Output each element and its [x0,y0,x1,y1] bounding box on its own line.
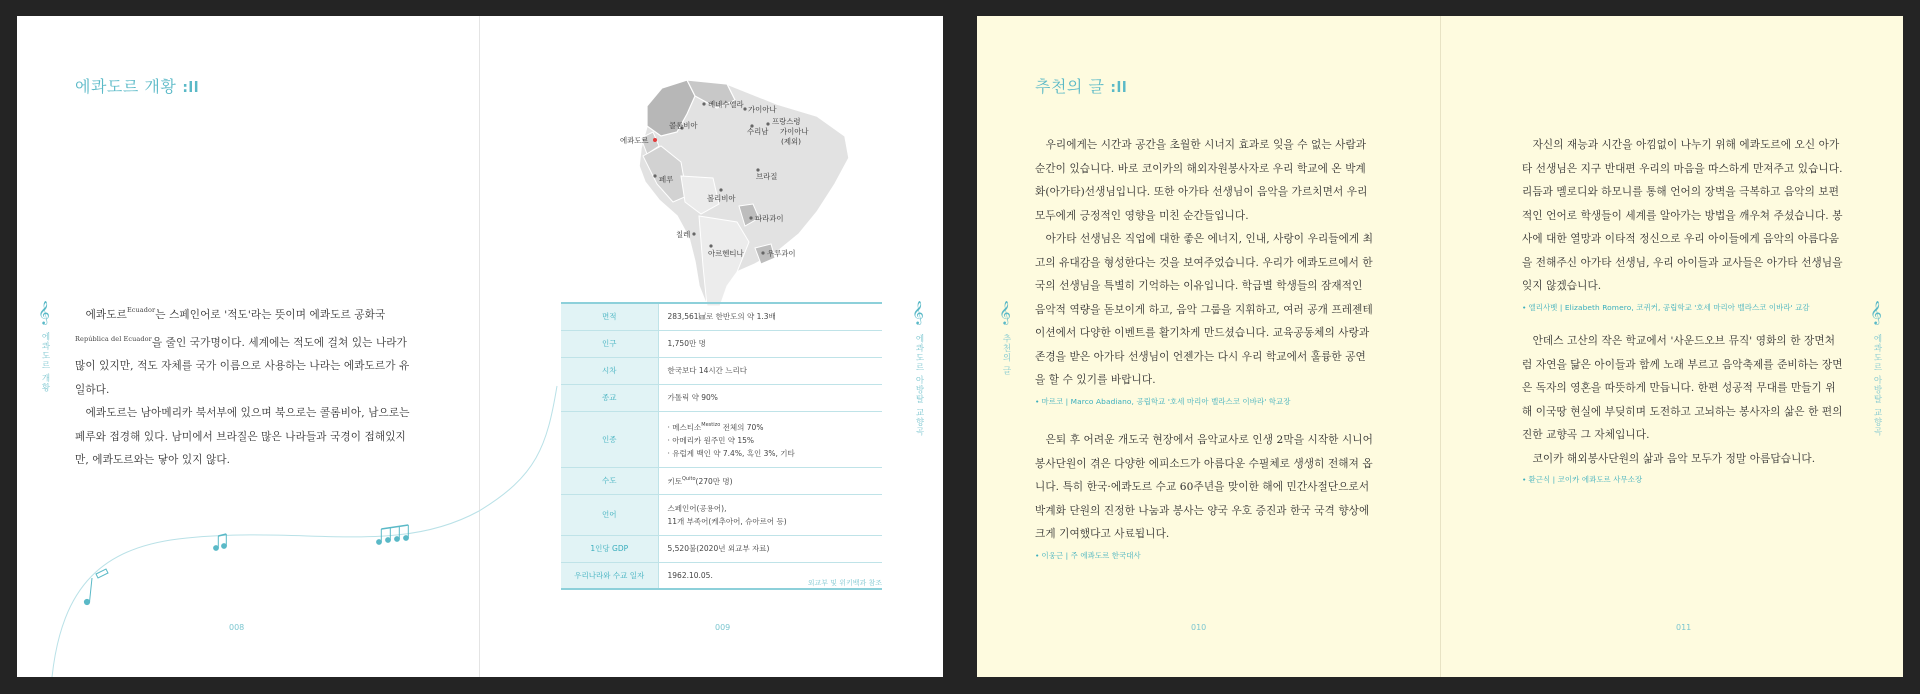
treble-clef-icon: 𝄞 [1870,300,1882,324]
map-label-suriname: 수리남 [747,127,769,136]
map-label-colombia: 콜롬비아 [669,121,698,130]
signature-text: 엘리사벳 | Elizabeth Romero, 코퀴커, 공립학교 '호세 마리아 벨라스코 이바라' 교감 [1528,302,1810,312]
table-row [561,330,882,357]
page-title-text: 에콰도르 개황 [75,77,177,96]
table-key: 언어 [561,494,658,535]
title-mark: :ll [1110,80,1128,96]
table-key: 면적 [561,303,658,330]
recommendation-block-1 [1035,134,1375,409]
text-span: 전체의 70% [720,422,764,432]
bullet-icon: • [1035,550,1040,560]
table-value [658,411,882,467]
table-row [561,411,882,467]
decorative-curve [52,386,557,677]
table-value-line: 11개 부족어(케추아어, 슈아르어 등) [667,516,787,526]
table-value-line: · 유럽계 백인 약 7.4%, 흑인 3%, 기타 [667,448,795,458]
map-label-french-guiana-1: 프랑스령 [772,117,801,126]
table-row [561,303,882,330]
text-span: 키토 [667,477,682,486]
table-value: 한국보다 14시간 느리다 [658,357,882,384]
map-label-peru: 페루 [659,175,674,184]
table-key: 인종 [561,411,658,467]
signature-text: 이웅근 | 주 에콰도르 한국대사 [1041,550,1141,560]
table-value: 283,561㎢로 한반도의 약 1.3배 [658,303,882,330]
table-key: 인구 [561,330,658,357]
map-label-french-guiana-2: 가이아나 [780,127,809,136]
bullet-icon: • [1035,396,1040,406]
source-note: 외교부 및 위키백과 참조 [807,579,882,587]
signature-line [1522,301,1844,315]
table-value-line: 스페인어(공용어), [667,503,727,513]
table-value: 1,750만 명 [658,330,882,357]
ecuador-marker [653,138,657,142]
text-span: 을 줄인 국가명이다. 세계에는 적도에 걸쳐 있는 나라가 많이 있지만, 적도 자체를 국가 이름으로 사용하는 나라는 에콰도르가 유일하다. [75,336,410,396]
superscript-note: Mestizo [701,421,721,428]
title-mark: :ll [182,80,200,96]
recommendation-paragraph: 아가타 선생님은 직업에 대한 좋은 에너지, 인내, 사랑이 우리들에게 최고의 유대감을 형성한다는 것을 보여주었습니다. 우리가 에콰도르에서 한국의 선생님을 특별히 기억하는 이유입니다. 학급별 학생들의 잠재적인 음악적 역량을 돋보이게 하고, 음악 그룹을 지휘하고, 여러 공개 프레젠테이션에서 다양한 이벤트를 활기차게 만드셨습니다. 교육공동체의 사랑과 존경을 받은 아가타 선생님이 언젠가는 다시 우리 학교에서 훌륭한 공연을 할 수 있기를 바랍니다. [1035,233,1374,386]
table-key: 시차 [561,357,658,384]
running-side-label: 추천의 글 [1001,334,1011,376]
recommendation-paragraph: 코이카 해외봉사단원의 삶과 음악 모두가 정말 아름답습니다. [1532,452,1816,465]
text-span: 에콰도르 [85,309,127,321]
south-america-map [577,66,877,306]
recommendation-paragraph: 은퇴 후 어려운 개도국 현장에서 음악교사로 인생 2막을 시작한 시니어 봉사단원이 겪은 다양한 에피소드가 아름다운 수필체로 생생히 전해져 옵니다. 특히 한국·에콰도르 수교 60주년을 맞이한 해에 민간사절단으로서 박계화 단원의 진정한 나눔과 봉사는 양국 우호 증진과 한국 국격 향상에 크게 기여했다고 사료됩니다. [1035,434,1373,540]
bullet-icon: • [1522,475,1527,484]
recommendation-paragraph: 우리에게는 시간과 공간을 초월한 시너지 효과로 잊을 수 없는 사람과 순간이 있습니다. 바로 코이카의 해외자원봉사자로 우리 학교에 온 박계화(아가타)선생님입니다. 또한 아가타 선생님이 음악을 가르치면서 우리 모두에게 긍정적인 영향을 미친 순간들입니다. [1035,139,1368,222]
table-value: 5,520불(2020년 외교부 자료) [658,535,882,562]
map-label-ecuador: 에콰도르 [620,136,649,145]
map-label-uruguay: 우루과이 [767,249,796,258]
treble-clef-icon: 𝄞 [38,300,50,324]
table-value [658,494,882,535]
running-side-label: 에콰도르 아방탈 교향곡 [1872,334,1882,437]
recommendation-block-2 [1035,429,1375,563]
table-value-line: · 아메리카 원주민 약 15% [667,435,755,445]
superscript-note: República del Ecuador [75,334,152,343]
recommendation-block-3 [1522,134,1844,315]
signature-line [1522,473,1844,487]
table-value: 1962.10.05. [658,562,882,589]
table-row [561,494,882,535]
table-key: 우리나라와 수교 일자 [561,562,658,589]
table-key: 1인당 GDP [561,535,658,562]
country-info-table [561,302,882,590]
map-label-argentina: 아르헨티나 [708,249,744,258]
argentina-region [699,216,749,306]
table-row [561,384,882,411]
intro-paragraph-2: 에콰도르는 남아메리카 북서부에 있으며 북으로는 콜롬비아, 남으로는 페루와 접경해 있다. 남미에서 브라질은 많은 나라들과 국경이 접해있지만, 에콰도르와는 닿아 있지 않다. [75,407,410,466]
spread-left-book-pages [17,16,943,677]
map-label-paraguay: 파라과이 [755,214,784,223]
table-row [561,357,882,384]
map-label-french-guiana-3: (제외) [781,137,802,146]
page-number: 009 [715,623,731,632]
map-label-venezuela: 베네수엘라 [708,100,744,109]
page-number: 011 [1676,623,1692,632]
text-span: (270만 명) [695,477,733,486]
text-span: 는 스페인어로 '적도'라는 뜻이며 에콰도르 공화국 [155,309,386,321]
page-title-text: 추천의 글 [1035,77,1105,96]
page-title [75,74,199,97]
page-gutter [1440,16,1441,677]
map-label-bolivia: 볼리비아 [707,194,736,203]
signature-text: 환근식 | 코이카 에콰도르 사무소장 [1528,475,1643,484]
signature-text: 마르코 | Marco Abadiano, 공립학교 '호세 마리아 벨라스코 이바라' 학교장 [1041,396,1291,406]
treble-clef-icon: 𝄞 [999,300,1011,324]
map-label-chile: 칠레 [676,230,691,239]
page-title [1035,74,1127,97]
table-key: 종교 [561,384,658,411]
page-number: 010 [1191,623,1207,632]
table-value: 가톨릭 약 90% [658,384,882,411]
map-label-brazil: 브라질 [756,172,778,181]
recommendation-paragraph: 자신의 재능과 시간을 아낌없이 나누기 위해 에콰도르에 오신 아가타 선생님은 지구 반대편 우리의 마음을 따스하게 만져주고 있습니다. 리듬과 멜로디와 하모니를 통해 언어의 장벽을 극복하고 음악의 보편적인 언어로 학생들이 세계를 알아가는 방법을 깨우쳐 주셨습니다. 봉사에 대한 열망과 이타적 정신으로 우리 아이들에게 음악의 아름다움을 전해주신 아가타 선생님, 우리 아이들과 교사들은 아가타 선생님을 잊지 않겠습니다. [1522,139,1843,292]
bullet-icon: • [1522,302,1527,312]
text-span: · 메스티소 [667,422,702,432]
running-side-label: 에콰도르 개황 [40,332,50,393]
signature-line [1035,549,1375,563]
recommendation-block-4 [1522,330,1844,487]
recommendation-paragraph: 안데스 고산의 작은 학교에서 '사운드오브 뮤직' 영화의 한 장면처럼 자연을 닮은 아이들과 함께 노래 부르고 음악축제를 준비하는 장면은 독자의 영혼을 따뜻하게 만듭니다. 한편 성공적 무대를 만들기 위해 이국땅 현실에 부딪히며 도전하고 고뇌하는 봉사자의 삶은 한 편의 진한 교향곡 그 자체입니다. [1522,335,1843,441]
spread-right-book-pages [977,16,1903,677]
table-value-line [668,419,883,434]
superscript-note: Ecuador [126,306,156,314]
treble-clef-icon: 𝄞 [912,300,924,324]
table-value [658,467,882,494]
running-side-label: 에콰도르 아방탈 교향곡 [914,334,924,437]
table-row [561,467,882,494]
superscript-note: Quito [682,476,696,482]
signature-line [1035,395,1375,409]
table-key: 수도 [561,467,658,494]
map-label-guyana: 가이아나 [748,105,777,114]
page-number: 008 [229,623,245,632]
table-row [561,535,882,562]
